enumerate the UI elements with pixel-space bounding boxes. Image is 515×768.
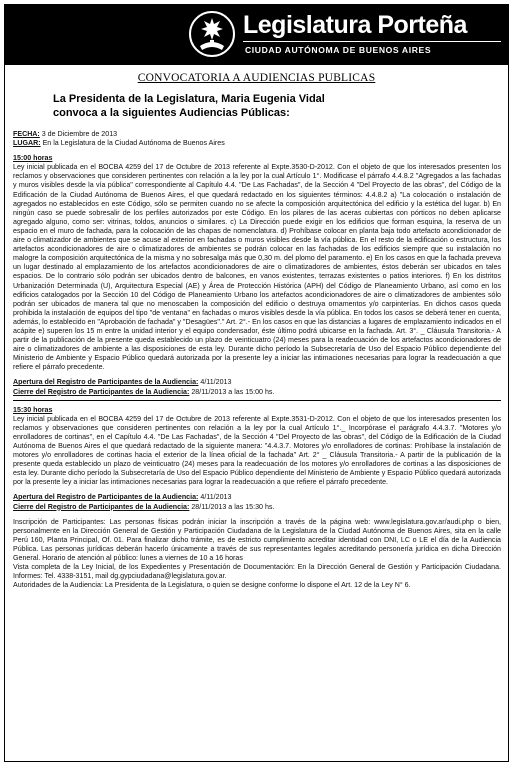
- apertura-value: 4/11/2013: [198, 493, 232, 502]
- header-title: Legislatura Porteña: [243, 11, 467, 39]
- apertura-value: 4/11/2013: [198, 378, 232, 387]
- notice-frame: [4, 4, 509, 762]
- hearing-2-body: Ley inicial publicada en el BOCBA 4259 del 17 de Octubre de 2013 referente al Expte.3531-D-2012. Con el objeto de que los interesados presenten los reclamos y observaciones que consideren pertinentes con relación a la ley por la cual Artículo 1°._ Incorpórase el parágrafo 4.4.3.7. "Motores y/o enrolladores de cortinas", en el Capítulo 4.4. "De Las Fachadas", de la Sección 4 "Del Proyecto de las obras", del Código de la Edificación de la Ciudad Autónoma de Buenos Aires el que quedará redactado de la siguiente manera: "4.4.3.7. Motores y/o enrolladores de cortinas: Prohíbase la instalación de motores y/o enrolladores de cortinas hacia el exterior de la línea oficial de la fachada" Art. 2° _ Cláusula Transitoria.- A partir de la publicación de la presente queda establecido un plazo de veinticuatro (24) meses para la readecuación de los motores y/o enrolladores de cortinas a las disposiciones de esta ley. Durante dicho período la Subsecretaría de Uso del Espacio Público dependiente del Ministerio de Ambiente y Espacio Público quedará autorizada por la presente ley a iniciar las intimaciones necesarias para lograr la readecuación a que refiere el párrafo precedente.: [13, 414, 501, 487]
- fecha-line: [13, 130, 501, 139]
- header-subtitle: CIUDAD AUTÓNOMA DE BUENOS AIRES: [245, 45, 432, 55]
- cierre-value: 28/11/2013 a las 15:00 hs.: [189, 387, 275, 396]
- hearing-2-cierre: [13, 503, 501, 512]
- fecha-label: FECHA:: [13, 130, 40, 138]
- intro-line-2: convoca a la siguientes Audiencias Públicas:: [53, 107, 290, 119]
- cierre-label: Cierre del Registro de Participantes de la Audiencia:: [13, 502, 190, 511]
- inscripcion-text: Inscripción de Participantes: Las personas físicas podrán iniciar la inscripción a través de la página web: www.legislatura.gov.ar/audi.php o bien, personalmente en la Dirección General de Gestión y Participación Ciudadana de la Legislatura de la Ciudad Autónoma de Buenos Aires, sita en la calle Perú 160, Planta Principal, Of. 01. Para finalizar dicho trámite, es de estricto cumplimiento acreditar identidad con DNI, LC o LE el día de la Audiencia Pública. Las personas jurídicas deberán hacerlo únicamente a través de sus representantes legales acreditando personería jurídica en dicha Dirección General. Horario de atención al público: lunes a viernes de 10 a 16 horas: [13, 517, 501, 563]
- intro-text: [53, 92, 325, 120]
- hearing-2-apertura: [13, 493, 501, 502]
- apertura-label: Apertura del Registro de Participantes de la Audiencia:: [13, 378, 199, 387]
- hearing-2-time: 15:30 horas: [13, 405, 53, 414]
- lugar-value: En la Legislatura de la Ciudad Autónoma de Buenos Aires: [40, 139, 225, 148]
- notice-body: [13, 130, 501, 590]
- notice-heading: CONVOCATORIA A AUDIENCIAS PUBLICAS: [137, 72, 376, 84]
- hearing-1-cierre: [13, 388, 501, 397]
- intro-line-1: La Presidenta de la Legislatura, Maria Eugenia Vidal: [53, 93, 325, 105]
- fecha-value: 3 de Diciembre de 2013: [39, 130, 118, 138]
- header-banner: [5, 5, 508, 65]
- autoridades-text: Autoridades de la Audiencia: La Presidenta de la Legislatura, o quien se designe conforme lo dispone el Art. 12 de la Ley N° 6.: [13, 581, 411, 590]
- header-divider: [243, 41, 501, 42]
- lugar-line: [13, 139, 501, 148]
- hearing-1-time: 15:00 horas: [13, 154, 53, 163]
- apertura-label: Apertura del Registro de Participantes de la Audiencia:: [13, 493, 199, 502]
- legislature-seal-icon: [188, 10, 236, 58]
- section-divider: [13, 400, 501, 401]
- lugar-label: LUGAR:: [13, 139, 41, 148]
- hearing-1-body: Ley inicial publicada en el BOCBA 4259 del 17 de Octubre de 2013 referente al Expte.3530-D-2012. Con el objeto de que los interesados presenten los reclamos y observaciones que consideren pertinentes con relación a la ley por la cual Artículo 1°. Modificase el párrafo 4.4.8.2 "Agregados a las fachadas y muros visibles desde la vía pública" correspondiente al Capítulo 4.4. "De Las Fachadas", de la Sección 4 "Del Proyecto de las obras", del Código de la Edificación de la Ciudad Autónoma de Buenos Aires, el que quedará redactado en los siguientes términos: 4.4.8.2 a) "La colocación o instalación de agregados no establecidos en este Código, sólo se permiten cuando no se afecte la composición arquitectónica del edificio y la estética del lugar. b) En ningún caso se puede sobresalir de los perfiles autorizados por este Código. En los pilares de las aceras cubiertas con pórticos no deben aplicarse agregado alguno, como ser: vitrinas, toldos, anuncios o similares. c) La Dirección puede exigir en los edificios que forman esquina, la reserva de un espacio en el muro de fachada, para la colocación de las chapas de nomenclatura. d) Prohíbase colocar en planta baja todo artefacto acondicionador de aire o climatizador de ambientes que se acuse al exterior en fachadas o muros visibles desde la vía pública. En el resto de la edificación o estructura, los artefactos acondicionadores de aire o climatizadores de ambientes se podrán colocar en las fachadas de los edificios siempre que su instalación no malogre la composición arquitectónica de la misma y no sobresalga más que 0,30 m. del plomo del paramento. e) En los casos en que la fachada preveva un lugar destinado al emplazamiento de los artefactos acondicionadores de aire o climatizadores de ambientes, éstos deberán ser ubicados en tales espacios. De lo contrario sólo podrán ser ubicados dentro de balcones, en vanos existentes, terrazas existentes o patios interiores. f) En los distritos Urbanización Determinada (U), Arquitectura Especial (AE) y Área de Protección Histórica (APH) del Código de Planeamiento Urbano, así como en los edificios catalogados por la Sección 10 del Código de Planeamiento Urbano los artefactos acondicionadores de aire o climatizadores de ambientes sólo podrán ser ubicados de manera tal que no menoscaben la composición del edificio o destruya ornamentos y/o carpinterías. En dichos casos queda prohibida la instalación de equipos del tipo "de ventana" en fachadas o muros visibles desde la vía pública. En todos los casos se deberá tener en cuenta, además, lo establecido en "Aprobación de fachada" y "Desagües"." Art. 2°.- En los casos en que las distancias a lugares de emplazamiento indicados en el acápite e) superen los 15 m entre la unidad interior y el equipo condensador, éste último podrá ubicarse en la fachada. Art. 3°. _ Cláusula Transitoria.- A partir de la publicación de la presente queda establecido un plazo de veinticuatro (24) meses para la readecuación de los artefactos acondicionadores de aire o climatizadores de ambiente a las disposiciones de esta ley. Durante dicho período la Subsecretaría de Uso del Espacio Público dependiente del Ministerio de Ambiente y Espacio Público quedará autorizada por la presente ley a iniciar las intimaciones necesarias para lograr la readecuación a que refiere el párrafo precedente.: [13, 163, 501, 372]
- hearing-1-apertura: [13, 378, 501, 387]
- cierre-value: 28/11/2013 a las 15:30 hs.: [189, 502, 275, 511]
- vista-text: Vista completa de la Ley Inicial, de los Expedientes y Presentación de Documentación: En la Dirección General de Gestión y Participación Ciudadana. Informes: Tel. 4338-3151, mail dg.gypciudadana@legislatura.gov.ar.: [13, 563, 501, 581]
- cierre-label: Cierre del Registro de Participantes de la Audiencia:: [13, 387, 190, 396]
